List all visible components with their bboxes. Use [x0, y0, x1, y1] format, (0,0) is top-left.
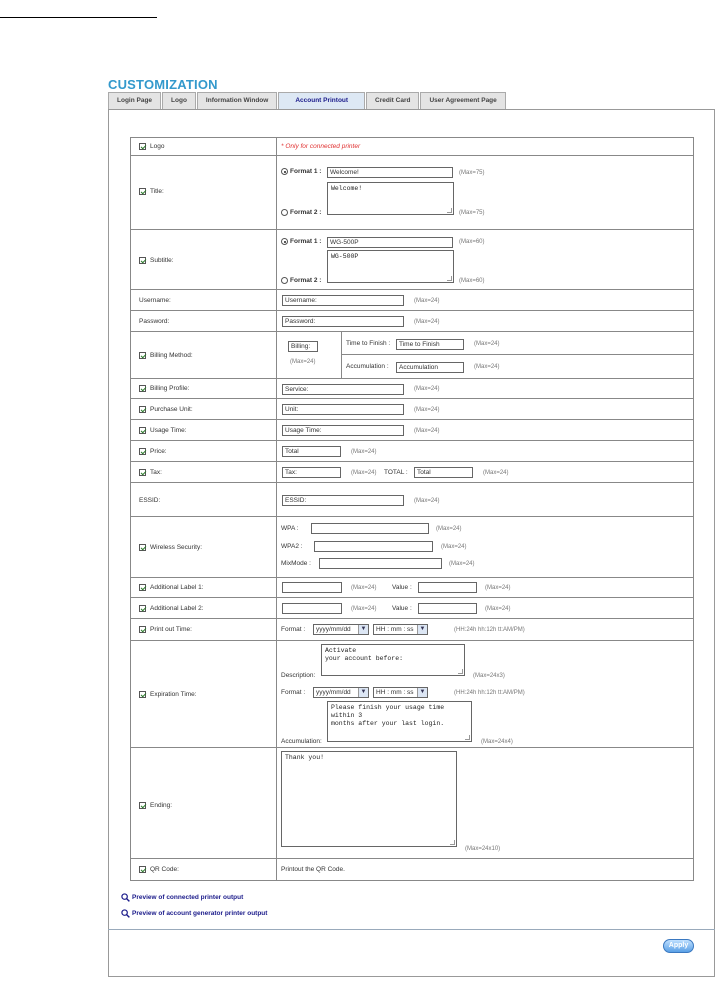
- dropdown-arrow-icon: ▼: [358, 688, 368, 697]
- expiration-date-format-select[interactable]: yyyy/mm/dd ▼: [313, 687, 369, 698]
- row-title: [131, 156, 693, 230]
- print-format-label: Format :: [281, 626, 306, 633]
- additional-label-1-checkbox[interactable]: [139, 584, 146, 591]
- row-username: [131, 290, 693, 311]
- title-format1-label: Format 1 :: [290, 168, 322, 176]
- billing-profile-max: (Max=24): [414, 386, 440, 392]
- username-input[interactable]: Username:: [282, 295, 404, 306]
- logo-label: Logo: [150, 143, 165, 150]
- row-additional-label-2: [131, 598, 693, 619]
- settings-table: [130, 137, 694, 881]
- additional-value-1-label: Value :: [392, 584, 412, 591]
- title-format1-radio[interactable]: [281, 168, 288, 175]
- dropdown-arrow-icon: ▼: [417, 625, 427, 634]
- tab-logo[interactable]: Logo: [162, 92, 196, 109]
- price-max: (Max=24): [351, 449, 377, 455]
- expiration-format-hint: (HH:24h hh:12h tt:AM/PM): [454, 690, 525, 696]
- wpa-input[interactable]: [311, 523, 429, 534]
- subtitle-format1-radio[interactable]: [281, 238, 288, 245]
- title-format1-max: (Max=75): [459, 170, 485, 176]
- price-label: Price:: [150, 448, 167, 455]
- ending-textarea[interactable]: Thank you!: [281, 751, 457, 847]
- additional-label-1-max: (Max=24): [351, 585, 377, 591]
- subtitle-format1-max: (Max=60): [459, 239, 485, 245]
- row-wireless-security: [131, 517, 693, 578]
- additional-value-1-input[interactable]: [418, 582, 477, 593]
- expiration-accumulation-max: (Max=24x4): [481, 739, 513, 745]
- username-label: Username:: [139, 297, 171, 304]
- billing-profile-checkbox[interactable]: [139, 385, 146, 392]
- time-to-finish-max: (Max=24): [474, 341, 500, 347]
- tax-checkbox[interactable]: [139, 469, 146, 476]
- print-format-hint: (HH:24h hh:12h tt:AM/PM): [454, 627, 525, 633]
- title-format2-radio[interactable]: [281, 209, 288, 216]
- purchase-unit-max: (Max=24): [414, 407, 440, 413]
- print-date-format-select[interactable]: yyyy/mm/dd ▼: [313, 624, 369, 635]
- password-max: (Max=24): [414, 319, 440, 325]
- password-input[interactable]: Password:: [282, 316, 404, 327]
- dropdown-arrow-icon: ▼: [417, 688, 427, 697]
- title-format2-label: Format 2 :: [290, 209, 322, 217]
- billing-hline: [341, 354, 693, 355]
- billing-divider: [341, 332, 342, 378]
- tab-user-agreement-page[interactable]: User Agreement Page: [420, 92, 505, 109]
- logo-checkbox[interactable]: [139, 143, 146, 150]
- billing-max: (Max=24): [290, 359, 316, 365]
- additional-value-2-label: Value :: [392, 605, 412, 612]
- accumulation-label: Accumulation :: [346, 363, 389, 370]
- purchase-unit-checkbox[interactable]: [139, 406, 146, 413]
- expiration-description-textarea[interactable]: Activate your account before:: [321, 644, 465, 676]
- magnifier-icon: [121, 893, 130, 902]
- printer-note: * Only for connected printer: [281, 143, 361, 150]
- row-tax: [131, 462, 693, 483]
- usage-time-input[interactable]: Usage Time:: [282, 425, 404, 436]
- tax-max: (Max=24): [351, 470, 377, 476]
- row-price: [131, 441, 693, 462]
- ending-max: (Max=24x10): [465, 846, 501, 852]
- row-purchase-unit: [131, 399, 693, 420]
- wpa-max: (Max=24): [436, 526, 462, 532]
- tab-account-printout[interactable]: Account Printout: [278, 92, 365, 110]
- usage-time-checkbox[interactable]: [139, 427, 146, 434]
- title-format2-textarea[interactable]: Welcome!: [327, 182, 454, 215]
- mixmode-max: (Max=24): [449, 561, 475, 567]
- additional-value-2-max: (Max=24): [485, 606, 511, 612]
- additional-label-2-checkbox[interactable]: [139, 605, 146, 612]
- subtitle-label: Subtitle:: [150, 257, 174, 264]
- purchase-unit-label: Purchase Unit:: [150, 406, 193, 413]
- qr-code-label: QR Code:: [150, 866, 179, 873]
- subtitle-format2-label: Format 2 :: [290, 277, 322, 285]
- subtitle-format1-input[interactable]: WG-500P: [327, 237, 453, 248]
- billing-method-checkbox[interactable]: [139, 352, 146, 359]
- subtitle-format2-max: (Max=60): [459, 278, 485, 284]
- preview-generator-link[interactable]: Preview of account generator printer output: [121, 909, 267, 918]
- title-checkbox[interactable]: [139, 188, 146, 195]
- tab-credit-card[interactable]: Credit Card: [366, 92, 419, 109]
- essid-max: (Max=24): [414, 498, 440, 504]
- password-label: Password:: [139, 318, 170, 325]
- tax-label: Tax:: [150, 469, 162, 476]
- accumulation-max: (Max=24): [474, 364, 500, 370]
- expiration-time-checkbox[interactable]: [139, 691, 146, 698]
- footer-divider: [108, 929, 715, 930]
- price-input[interactable]: Total: [282, 446, 341, 457]
- title-label: Title:: [150, 188, 164, 195]
- additional-label-2-label: Additional Label 2:: [150, 605, 204, 612]
- row-billing-profile: [131, 379, 693, 399]
- billing-method-label: Billing Method:: [150, 352, 193, 359]
- usage-time-max: (Max=24): [414, 428, 440, 434]
- purchase-unit-input[interactable]: Unit:: [282, 404, 404, 415]
- row-usage-time: [131, 420, 693, 441]
- magnifier-icon: [121, 909, 130, 918]
- row-subtitle: [131, 230, 693, 290]
- billing-input[interactable]: Billing:: [288, 341, 318, 352]
- additional-value-1-max: (Max=24): [485, 585, 511, 591]
- apply-button[interactable]: Apply: [663, 939, 694, 953]
- dropdown-arrow-icon: ▼: [358, 625, 368, 634]
- time-to-finish-input[interactable]: Time to Finish: [396, 339, 464, 350]
- expiration-format-label: Format :: [281, 689, 306, 696]
- tax-input[interactable]: Tax:: [282, 467, 341, 478]
- subtitle-format2-textarea[interactable]: WG-500P: [327, 250, 454, 283]
- additional-label-2-input[interactable]: [282, 603, 342, 614]
- row-billing-method: [131, 332, 693, 379]
- essid-input[interactable]: ESSID:: [282, 495, 404, 506]
- time-to-finish-label: Time to Finish :: [346, 340, 391, 347]
- billing-profile-label: Billing Profile:: [150, 385, 190, 392]
- subtitle-format2-radio[interactable]: [281, 277, 288, 284]
- page-title: CUSTOMIZATION: [108, 77, 218, 92]
- row-ending: [131, 748, 693, 859]
- expiration-accumulation-label: Accumulation:: [281, 738, 322, 745]
- row-qr-code: [131, 859, 693, 880]
- row-expiration-time: [131, 641, 693, 748]
- wpa-label: WPA :: [281, 525, 299, 532]
- row-logo: [131, 138, 693, 156]
- row-print-out-time: [131, 619, 693, 641]
- total-input[interactable]: Total: [414, 467, 473, 478]
- wireless-security-label: Wireless Security:: [150, 544, 203, 551]
- preview-connected-link[interactable]: Preview of connected printer output: [121, 893, 243, 902]
- qr-code-checkbox[interactable]: [139, 866, 146, 873]
- row-additional-label-1: [131, 578, 693, 598]
- ending-checkbox[interactable]: [139, 802, 146, 809]
- expiration-time-label: Expiration Time:: [150, 691, 197, 698]
- additional-label-2-max: (Max=24): [351, 606, 377, 612]
- wireless-security-checkbox[interactable]: [139, 544, 146, 551]
- tab-login-page[interactable]: Login Page: [108, 92, 161, 109]
- total-label: TOTAL :: [384, 469, 408, 476]
- subtitle-format1-label: Format 1 :: [290, 238, 322, 246]
- mixmode-label: MixMode :: [281, 560, 311, 567]
- wpa2-max: (Max=24): [441, 544, 467, 550]
- row-password: [131, 311, 693, 332]
- wpa2-input[interactable]: [314, 541, 433, 552]
- expiration-accumulation-textarea[interactable]: Please finish your usage time within 3 months after your last login.: [327, 701, 472, 742]
- mixmode-input[interactable]: [319, 558, 442, 569]
- tab-information-window[interactable]: Information Window: [197, 92, 277, 109]
- print-out-time-label: Print out Time:: [150, 626, 192, 633]
- subtitle-checkbox[interactable]: [139, 257, 146, 264]
- additional-label-1-label: Additional Label 1:: [150, 584, 204, 591]
- additional-label-1-input[interactable]: [282, 582, 342, 593]
- ending-label: Ending:: [150, 802, 173, 809]
- expiration-description-label: Description:: [281, 672, 316, 679]
- price-checkbox[interactable]: [139, 448, 146, 455]
- additional-value-2-input[interactable]: [418, 603, 477, 614]
- row-essid: [131, 483, 693, 517]
- expiration-description-max: (Max=24x3): [473, 673, 505, 679]
- title-format1-input[interactable]: Welcome!: [327, 167, 453, 178]
- total-max: (Max=24): [483, 470, 509, 476]
- tab-bar: [108, 92, 507, 110]
- accumulation-input[interactable]: Accumulation: [396, 362, 464, 373]
- billing-profile-input[interactable]: Service:: [282, 384, 404, 395]
- print-out-time-checkbox[interactable]: [139, 626, 146, 633]
- essid-label: ESSID:: [139, 497, 161, 504]
- top-divider: [0, 17, 157, 18]
- print-time-format-select[interactable]: HH : mm : ss ▼: [373, 624, 428, 635]
- usage-time-label: Usage Time:: [150, 427, 187, 434]
- username-max: (Max=24): [414, 298, 440, 304]
- expiration-time-format-select[interactable]: HH : mm : ss ▼: [373, 687, 428, 698]
- title-format2-max: (Max=75): [459, 210, 485, 216]
- qr-code-text: Printout the QR Code.: [281, 866, 345, 873]
- wpa2-label: WPA2 :: [281, 543, 303, 550]
